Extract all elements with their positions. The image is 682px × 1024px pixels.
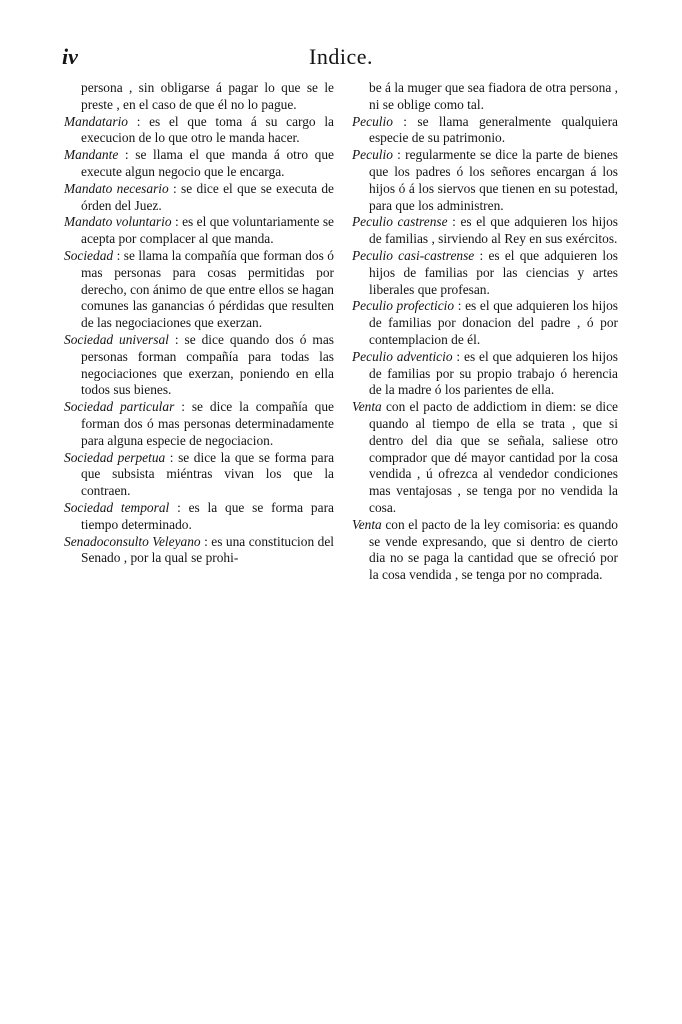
entry-term: Sociedad particular	[64, 399, 175, 415]
entry-definition: : se dice la que se forma para que subsista miéntras vivan los que la contraen.	[81, 449, 335, 499]
glossary-entry	[352, 114, 618, 148]
glossary-entry	[352, 399, 618, 517]
glossary-entry	[64, 114, 334, 148]
entry-term: Mandato necesario	[64, 180, 169, 196]
glossary-entry	[64, 248, 334, 332]
glossary-entry	[352, 517, 618, 584]
glossary-entry	[64, 181, 334, 215]
glossary-entry	[64, 399, 334, 449]
glossary-entry	[64, 80, 334, 114]
entry-definition: : es la que se forma para tiempo determinado.	[81, 499, 334, 532]
entry-term: Sociedad	[64, 247, 114, 263]
entry-definition: : es el que toma á su cargo la execucion de lo que otro le manda hacer.	[81, 113, 334, 146]
glossary-entry	[64, 450, 334, 500]
entry-definition: : es el que voluntariamente se acepta por complacer al que manda.	[81, 214, 334, 247]
entry-definition: : es el que adquieren los hijos de familias por su propio trabajo ó herencia de la madre ó los parientes de ella.	[369, 348, 618, 398]
entry-term: Sociedad universal	[64, 331, 169, 347]
glossary-entry	[64, 500, 334, 534]
entry-term: Peculio casi-castrense	[352, 247, 475, 263]
entry-definition: : se dice la compañía que forman dos ó mas personas determinadamente para alguna especie de negociacion.	[81, 399, 334, 448]
entry-term: Peculio profecticio	[352, 298, 455, 314]
glossary-entry	[64, 332, 334, 399]
entry-definition: : es el que adquieren los hijos de familias por donacion del padre , ó por contemplacion de él.	[369, 298, 618, 347]
entry-term: Sociedad perpetua	[64, 449, 166, 465]
entry-term: Peculio castrense	[352, 214, 448, 230]
entry-definition: : regularmente se dice la parte de bienes que los padres ó los señores encargan á los hijos ó á los siervos que tienen en su potestad, para que los administren.	[369, 147, 618, 213]
glossary-entry	[64, 534, 334, 568]
entry-term: Mandato voluntario	[64, 214, 172, 230]
entry-term: Senadoconsulto Veleyano	[64, 533, 201, 549]
entry-definition: con el pacto de addictiom in diem: se dice quando al tiempo de ella se trata , que si dentro del dia que se señala, saliese otro comprador que dé mayor cantidad por la cosa vendida , ú ofrezca al vendedor condiciones mas ventajosas , se tenga por no vendida la cosa.	[369, 399, 618, 515]
entry-term: Mandatario	[64, 113, 128, 129]
glossary-entry	[352, 349, 618, 399]
entry-term: Venta	[352, 399, 382, 415]
glossary-entry	[352, 214, 618, 248]
entry-term: Sociedad temporal	[64, 499, 170, 515]
glossary-entry	[352, 298, 618, 348]
right-column	[352, 80, 618, 584]
glossary-entry	[64, 214, 334, 248]
entry-definition: be á la muger que sea fiadora de otra persona , ni se oblige como tal.	[369, 80, 618, 112]
glossary-entry	[352, 147, 618, 214]
entry-definition: : se dice quando dos ó mas personas forman compañía para todas las negociaciones que exerzan, poniendo en ella todos sus bienes.	[81, 331, 334, 398]
entry-definition: : es el que adquieren los hijos de familias , sirviendo al Rey en sus exércitos.	[369, 214, 618, 247]
entry-definition: : es una constitucion del Senado , por la qual se prohi-	[81, 533, 334, 566]
entry-term: Peculio	[352, 113, 393, 129]
glossary-entry	[64, 147, 334, 181]
page-title: Indice.	[309, 44, 373, 69]
entry-term: Peculio adventicio	[352, 348, 453, 364]
glossary-entry	[352, 248, 618, 298]
entry-definition: persona , sin obligarse á pagar lo que se le preste , en el caso de que él no lo pague.	[81, 80, 334, 112]
entry-definition: : se llama generalmente qualquiera especie de su patrimonio.	[369, 113, 618, 146]
entry-definition: : es el que adquieren los hijos de familias por las ciencias y artes liberales que profesan.	[369, 247, 618, 297]
entry-definition: con el pacto de la ley comisoria: es quando se vende expresando, que si dentro de cierto dia no se paga la cantidad que se ofreció por la cosa vendida , se tenga por no comprada.	[369, 516, 618, 583]
entry-term: Peculio	[352, 147, 393, 163]
entry-term: Venta	[352, 516, 382, 532]
entry-definition: : se llama el que manda á otro que execute algun negocio que le encarga.	[81, 147, 334, 179]
entry-term: Mandante	[64, 147, 119, 163]
entry-definition: : se dice el que se executa de órden del Juez.	[81, 180, 334, 213]
glossary-entry	[352, 80, 618, 114]
left-column	[64, 80, 334, 567]
entry-definition: : se llama la compañía que forman dos ó mas personas para cosas permitidas por derecho, con ánimo de que entre ellos se hagan comunes las ganancias ó pérdidas que resulten de las negociaciones que exerzan.	[81, 247, 334, 331]
page-number: iv	[62, 44, 78, 69]
